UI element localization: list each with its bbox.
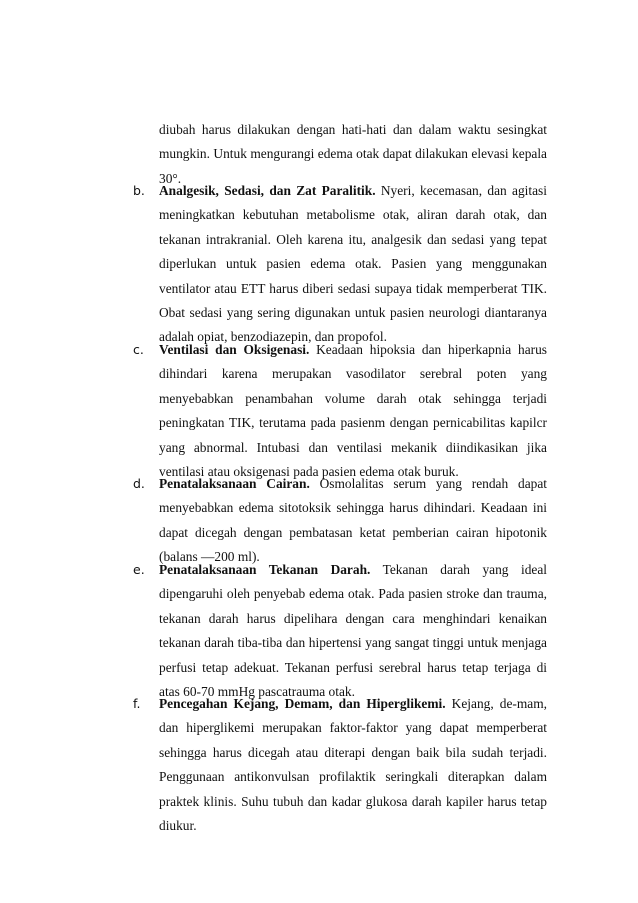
item-c-paragraph <box>159 338 547 484</box>
item-b-body: Nyeri, kecemasan, dan agitasi meningkatkan kebutuhan metabolisme otak, aliran darah otak, dan tekanan intrakranial. Oleh karena itu, analgesik dan sedasi yang tepat diperlukan untuk pasien edema otak. Pasien yang menggunakan ventilator atau ETT harus diberi sedasi supaya tidak memperberat TIK. Obat sedasi yang sering digunakan untuk pasien neurologi diantaranya adalah opiat, benzodiazepin, dan propofol. <box>159 183 547 345</box>
item-f-paragraph <box>159 692 547 838</box>
item-marker-e: e. <box>133 562 145 577</box>
item-marker-f: f. <box>133 696 141 711</box>
item-d-heading: Penatalaksanaan Cairan. <box>159 476 310 491</box>
item-e-body: Tekanan darah yang ideal dipengaruhi oleh penyebab edema otak. Pada pasien stroke dan trauma, tekanan darah harus dipelihara dengan cara menghindari kenaikan tekanan darah tiba-tiba dan hipertensi yang sangat tinggi untuk menjaga perfusi tetap adekuat. Tekanan perfusi serebral harus tetap terjaga di atas 60-70 mmHg pascatrauma otak. <box>159 562 547 700</box>
item-d-body: Osmolalitas serum yang rendah dapat menyebabkan edema sitotoksik sehingga harus dihindari. Keadaan ini dapat dicegah dengan pembatasan ketat pemberian cairan hipotonik (balans —200 ml). <box>159 476 547 565</box>
item-f-body: Kejang, de-mam, dan hiperglikemi merupakan faktor-faktor yang dapat memperberat sehingga harus dicegah atau diterapi dengan baik bila sudah terjadi. Penggunaan antikonvulsan profilaktik seringkali diterapkan dalam praktek klinis. Suhu tubuh dan kadar glukosa darah kapiler harus tetap diukur. <box>159 696 547 834</box>
item-e-heading: Penatalaksanaan Tekanan Darah. <box>159 562 371 577</box>
item-c-body: Keadaan hipoksia dan hiperkapnia harus dihindari karena merupakan vasodilator serebral poten yang menyebabkan penambahan volume darah otak sehingga terjadi peningkatan TIK, terutama pada pasienm dengan pernicabilitas kapilcr yang abnormal. Intubasi dan ventilasi mekanik diindikasikan jika ventilasi atau oksigenasi pada pasien edema otak buruk. <box>159 342 547 480</box>
item-marker-b: b. <box>133 183 145 198</box>
item-c-heading: Ventilasi dan Oksigenasi. <box>159 342 310 357</box>
continuation-text: diubah harus dilakukan dengan hati-hati dan dalam waktu sesingkat mungkin. Untuk mengurangi edema otak dapat dilakukan elevasi kepala 30°. <box>159 122 547 186</box>
item-b-paragraph <box>159 179 547 350</box>
item-f-heading: Pencegahan Kejang, Demam, dan Hiperglikemi. <box>159 696 446 711</box>
item-marker-d: d. <box>133 476 145 491</box>
item-e-paragraph <box>159 558 547 704</box>
item-d-paragraph <box>159 472 547 570</box>
item-marker-c: c. <box>133 342 144 357</box>
item-b-heading: Analgesik, Sedasi, dan Zat Paralitik. <box>159 183 376 198</box>
